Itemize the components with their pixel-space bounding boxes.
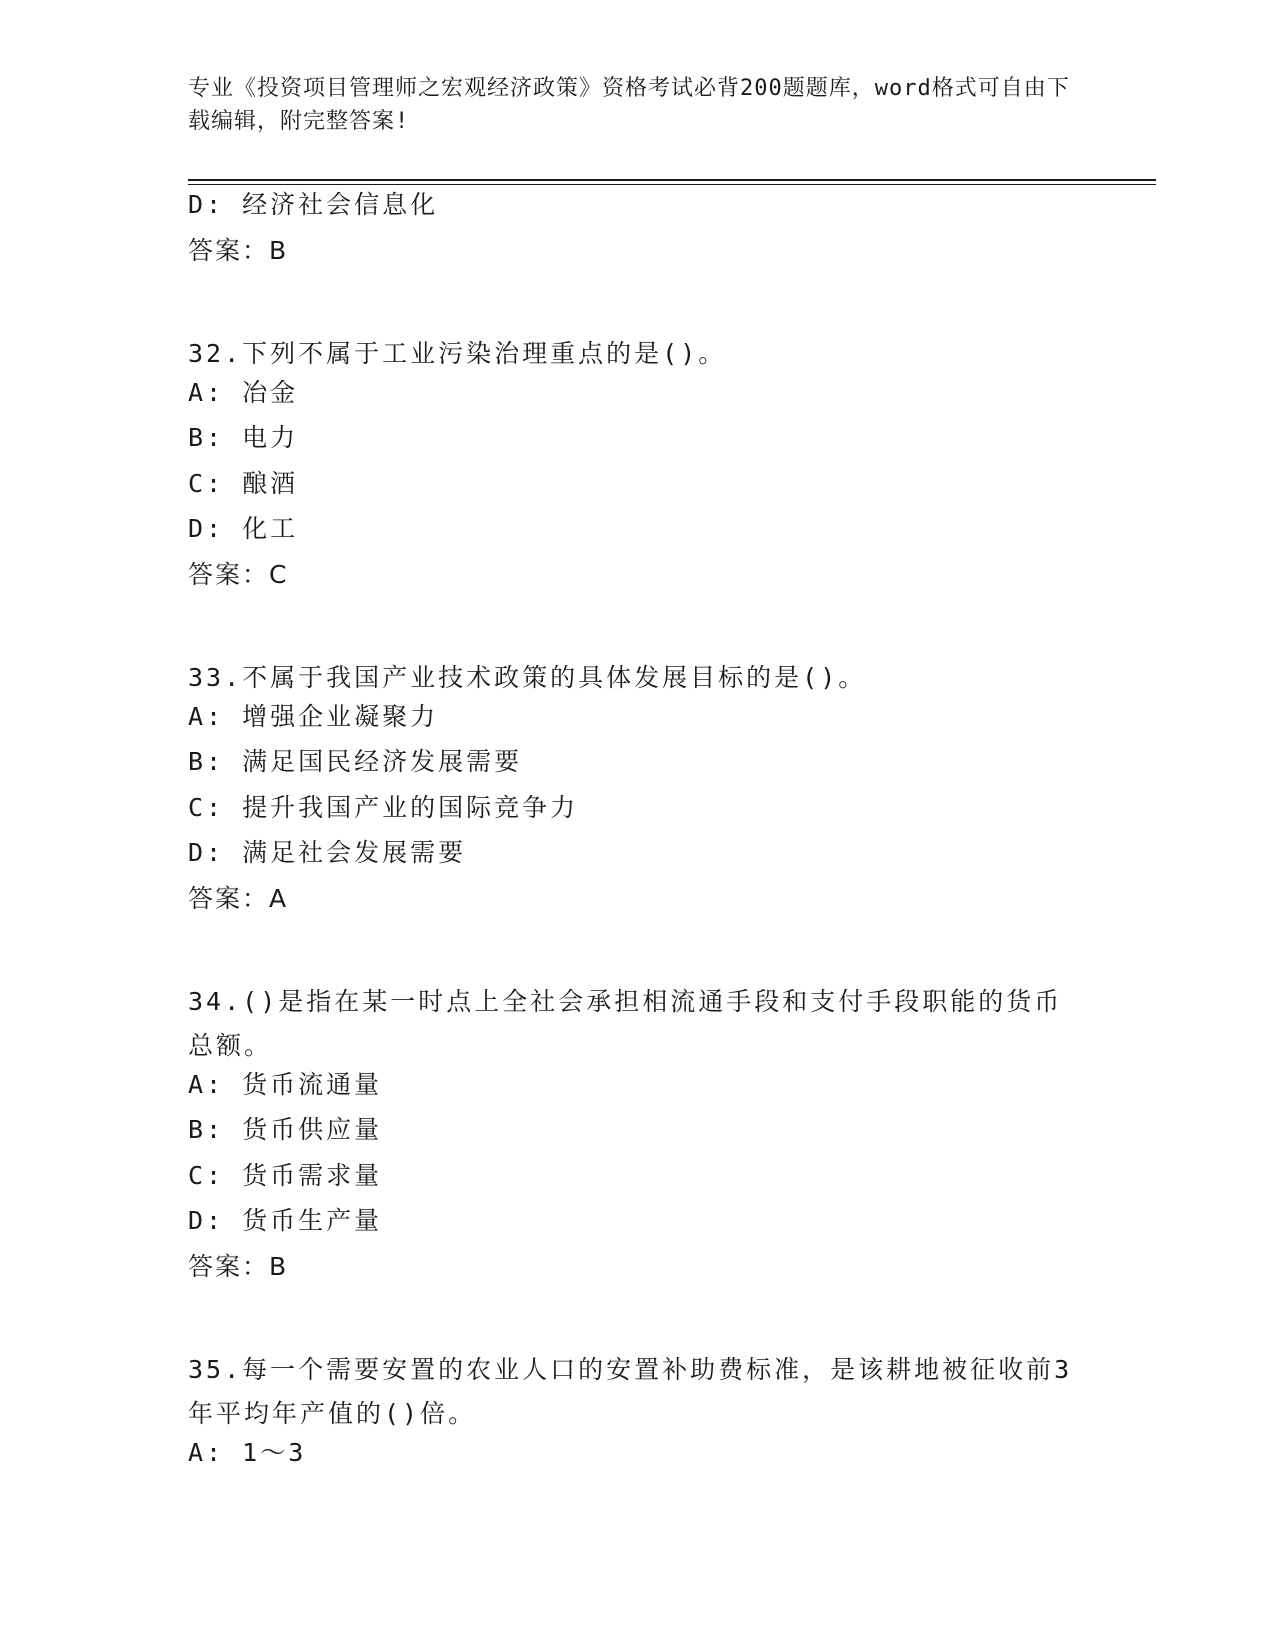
question-33 <box>188 656 1088 914</box>
option-b: B: 电力 <box>188 423 299 452</box>
option-d: D: 货币生产量 <box>188 1206 383 1235</box>
option-d: D: 满足社会发展需要 <box>188 838 467 867</box>
answer: 答案：B <box>188 235 289 265</box>
question-text: 32.下列不属于工业污染治理重点的是()。 <box>188 338 727 368</box>
question-text: 33.不属于我国产业技术政策的具体发展目标的是()。 <box>188 662 867 692</box>
question-list <box>188 190 1088 1483</box>
answer: 答案：B <box>188 1251 289 1281</box>
option-a: A: 增强企业凝聚力 <box>188 701 439 731</box>
question-35 <box>188 1348 1088 1468</box>
question-31-tail <box>188 190 1088 266</box>
option-b: B: 满足国民经济发展需要 <box>188 747 523 776</box>
option-d: D: 经济社会信息化 <box>188 190 439 219</box>
option-c: C: 酿酒 <box>188 468 299 498</box>
option-c: C: 提升我国产业的国际竞争力 <box>188 792 579 822</box>
option-a: A: 1～3 <box>188 1437 307 1467</box>
option-b: B: 货币供应量 <box>188 1115 383 1144</box>
answer: 答案：A <box>188 883 289 913</box>
question-34 <box>188 980 1088 1282</box>
question-32 <box>188 332 1088 590</box>
page-header: 专业《投资项目管理师之宏观经济政策》资格考试必背200题题库，word格式可自由下载编辑，附完整答案! <box>188 76 1070 134</box>
option-c: C: 货币需求量 <box>188 1160 383 1190</box>
question-text: 34.()是指在某一时点上全社会承担相流通手段和支付手段职能的货币总额。 <box>188 986 1063 1060</box>
question-text: 35.每一个需要安置的农业人口的安置补助费标准，是该耕地被征收前3年平均年产值的()倍。 <box>188 1354 1073 1428</box>
header-rule <box>188 179 1156 185</box>
option-d: D: 化工 <box>188 514 299 543</box>
option-a: A: 货币流通量 <box>188 1069 383 1099</box>
option-a: A: 冶金 <box>188 377 299 407</box>
answer: 答案：C <box>188 559 289 589</box>
